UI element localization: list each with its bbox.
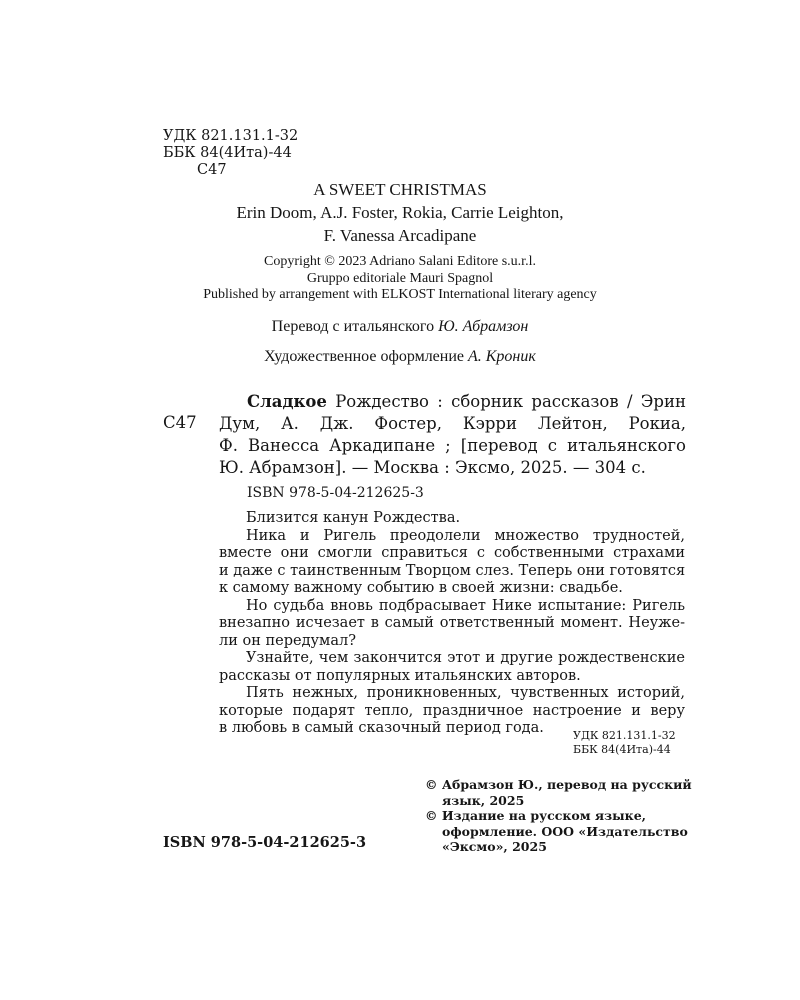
copyright-translation — [425, 777, 692, 855]
design-credit — [0, 347, 800, 366]
original-title: A SWEET CHRISTMAS — [313, 180, 487, 199]
annotation — [219, 510, 685, 738]
annotation-p5-line: Пять нежных, проникновенных, чувственных историй, — [246, 685, 685, 701]
annotation-p5-line: в любовь в самый сказочный период года. — [219, 720, 544, 736]
bib-line-1-rest: Рождество : сборник рассказов / Эрин — [335, 392, 686, 411]
annotation-p2-line: Ника и Ригель преодолели множество трудностей, — [246, 527, 685, 544]
bib-first-word: Сладкое — [247, 392, 327, 411]
copyright-line-2: Gruppo editoriale Mauri Spagnol — [306, 271, 494, 286]
design-label: Художественное оформление — [264, 348, 465, 365]
author-mark: С47 — [197, 162, 227, 178]
designer-name: А. Кроник — [468, 348, 536, 365]
annotation-p5-line: которые подарят тепло, праздничное настроение и веру — [219, 702, 685, 719]
bib-line-1 — [247, 391, 686, 412]
translation-credit — [0, 317, 800, 336]
bbk-code-small: ББК 84(4Ита)-44 — [573, 743, 671, 756]
annotation-p2-line: и даже с таинственным Творцом слез. Теперь они готовятся — [219, 562, 685, 579]
isbn-bottom: ISBN 978-5-04-212625-3 — [163, 834, 367, 851]
annotation-p2-line: вместе они смогли справиться с собственными страхами — [219, 545, 685, 561]
copyright-translation-line1: © Абрамзон Ю., перевод на русский — [425, 777, 692, 792]
udk-code: УДК 821.131.1-32 — [163, 128, 299, 144]
original-authors-line2: F. Vanessa Arcadipane — [323, 226, 477, 245]
annotation-p4-line: Узнайте, чем закончится этот и другие рождественские — [246, 650, 685, 666]
udk-code-small: УДК 821.131.1-32 — [573, 729, 676, 742]
annotation-p3-line: внезапно исчезает в самый ответственный момент. Неуже- — [219, 615, 685, 631]
copyright-edition-line3: «Эксмо», 2025 — [442, 839, 547, 854]
translator-name: Ю. Абрамзон — [438, 318, 529, 335]
bib-author-mark: С47 — [163, 413, 197, 432]
annotation-p2-line: к самому важному событию в своей жизни: свадьбе. — [219, 580, 623, 596]
translation-label: Перевод с итальянского — [271, 318, 435, 335]
original-authors-line1: Erin Doom, A.J. Foster, Rokia, Carrie Leighton, — [236, 203, 564, 222]
bib-line-2: Дум, А. Дж. Фостер, Кэрри Лейтон, Рокиа, — [219, 414, 686, 433]
copyright-line-1: Copyright © 2023 Adriano Salani Editore s.u.r.l. — [264, 254, 536, 269]
copyright-edition-line1: © Издание на русском языке, — [425, 808, 647, 823]
bbk-code: ББК 84(4Ита)-44 — [163, 145, 292, 161]
copyright-line-3: Published by arrangement with ELKOST International literary agency — [203, 287, 597, 302]
copyright-translation-line2: язык, 2025 — [442, 792, 525, 808]
bib-isbn: ISBN 978-5-04-212625-3 — [247, 485, 424, 501]
bib-line-3: Ф. Ванесса Аркадипане ; [перевод с итальянского — [219, 436, 686, 455]
annotation-p3-line: ли он передумал? — [219, 632, 356, 649]
bib-line-4: Ю. Абрамзон]. — Москва : Эксмо, 2025. — 304 с. — [219, 458, 646, 477]
annotation-p1: Близится канун Рождества. — [246, 510, 461, 526]
copyright-edition-line2: оформление. ООО «Издательство — [442, 823, 688, 839]
annotation-p3-line: Но судьба вновь подбрасывает Нике испытание: Ригель — [246, 597, 685, 614]
annotation-p4-line: рассказы от популярных итальянских авторов. — [219, 667, 581, 684]
